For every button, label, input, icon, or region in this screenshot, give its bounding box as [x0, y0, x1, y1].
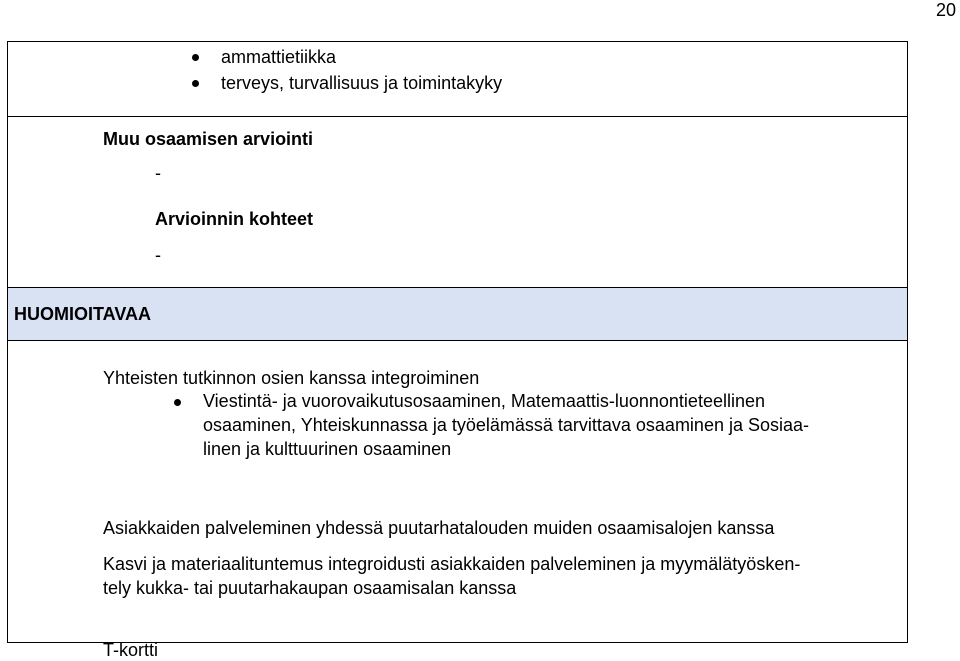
page-number: 20 — [935, 0, 956, 20]
assessment-subheading: Arvioinnin kohteet — [155, 209, 314, 229]
list-item — [203, 389, 903, 461]
integration-paragraph-line: tely kukka- tai puutarhakaupan osaamisalan kanssa — [103, 578, 517, 598]
list-item-text: ammattietiikka — [221, 47, 337, 67]
t-card-label: T-kortti — [103, 640, 159, 660]
dash-placeholder: - — [155, 163, 161, 183]
bullet-icon — [192, 54, 199, 61]
integration-paragraph: Asiakkaiden palveleminen yhdessä puutarhatalouden muiden osaamisalojen kanssa — [103, 518, 775, 538]
integration-bullet-list — [203, 389, 903, 461]
document-table — [7, 41, 908, 660]
notice-heading: HUOMIOITAVAA — [14, 304, 151, 324]
notice-section — [8, 288, 907, 341]
list-item-text: terveys, turvallisuus ja toimintakyky — [221, 73, 503, 93]
top-bullet-list — [221, 44, 502, 96]
bullet-icon — [192, 80, 199, 87]
list-item — [221, 44, 502, 70]
integration-section — [8, 341, 907, 660]
list-item-line: linen ja kulttuurinen osaaminen — [203, 439, 452, 459]
list-item-line: osaaminen, Yhteiskunnassa ja työelämässä tarvittava osaaminen ja Sosiaa- — [203, 415, 810, 435]
integration-heading: Yhteisten tutkinnon osien kanssa integroiminen — [103, 368, 480, 388]
bullet-icon — [174, 399, 181, 406]
list-item-line: Viestintä- ja vuorovaikutusosaaminen, Matemaattis-luonnontieteellinen — [203, 391, 765, 411]
list-item — [221, 70, 502, 96]
integration-paragraph-line: Kasvi ja materiaalituntemus integroidusti asiakkaiden palveleminen ja myymälätyösken- — [103, 554, 801, 574]
assessment-section — [8, 117, 907, 288]
dash-placeholder: - — [155, 245, 161, 265]
assessment-heading: Muu osaamisen arviointi — [103, 129, 314, 149]
top-section — [8, 42, 907, 117]
